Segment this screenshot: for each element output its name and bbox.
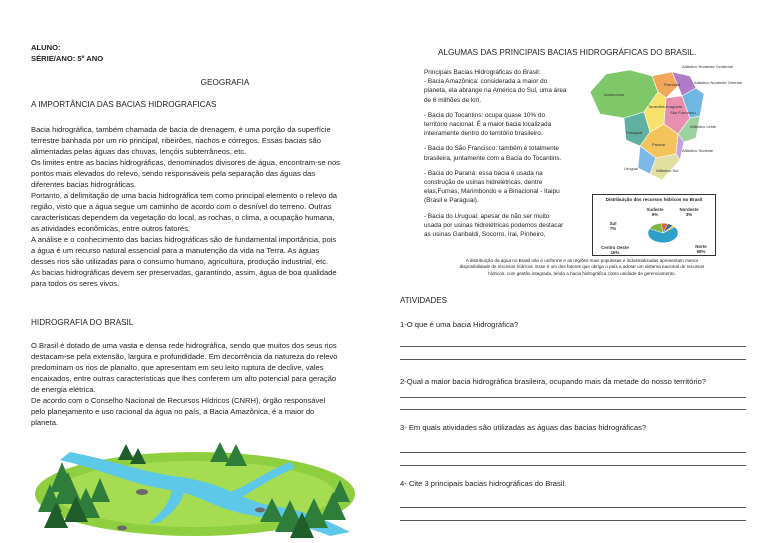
text-line: - Bacia do Uruguai: apesar de não ser muito: [424, 212, 550, 220]
text-line: características dependem da vegetação do local, as rochas, o clima, a ocupação humana,: [31, 213, 335, 222]
answer-line[interactable]: [400, 409, 746, 410]
pie-label-sul: Sul 7%: [609, 221, 617, 231]
text-line: planeta, ela abrange na América do Sul, uma área: [424, 87, 567, 95]
chart-title: Distribuição dos recursos hídricos no Brasil: [605, 197, 703, 202]
text-line: desses rios são utilizadas para o consumo humano, agricultura, produção industrial, etc.: [31, 257, 329, 266]
text-line: de energia elétrica.: [31, 385, 96, 394]
map-label-atlantico-leste: Atlântico Leste: [690, 124, 717, 129]
pie-label-norte: Norte 68%: [695, 244, 707, 254]
text-line: a água é um recurso natural essencial para a manutenção da vida na Terra. As águas: [31, 246, 320, 255]
map-label-uruguai: Uruguai: [624, 166, 639, 171]
answer-line[interactable]: [400, 397, 746, 398]
pie-chart-svg: [593, 195, 717, 257]
answer-line[interactable]: [400, 452, 746, 453]
map-label-nordeste-ocidental: Atlântico Nordeste Ocidental: [682, 64, 733, 69]
water-distribution-chart: [592, 194, 716, 256]
map-label-atlantico-sul: Atlântico Sul: [656, 168, 679, 173]
text-line: As bacias hidrográficas devem ser preservadas, garantindo, assim, água de boa qualidade: [31, 268, 337, 277]
right-page: [384, 0, 768, 543]
paragraph-importance: [31, 124, 366, 289]
text-line: Bacia hidrográfica, também chamada de bacia de drenagem, é uma porção da superfície: [31, 125, 331, 134]
question-1: 1-O que é uma bacia Hidrográfica?: [400, 320, 519, 329]
basin-tocantins: [424, 111, 589, 139]
text-line: as usinas Garibaldi, Socorro, Irai, Pinheiro,: [424, 231, 546, 239]
pie-label-nordeste: Nordeste 3%: [679, 207, 699, 217]
basins-text: [424, 68, 589, 239]
paragraph-hydrography: [31, 340, 366, 428]
text-line: brasileira, juntamente com a Bacia do Tocantins.: [424, 154, 562, 162]
text-line: as atividades econômicas, entre outros fatores.: [31, 224, 191, 233]
map-label-nordeste-oriental: Atlântico Nordeste Oriental: [694, 80, 742, 85]
grade-label: SÉRIE/ANO: 5º ANO: [31, 54, 104, 63]
text-line: planeta.: [31, 418, 59, 427]
question-4: 4- Cite 3 principais bacias hidrográficas do Brasil.: [400, 479, 567, 488]
chart-caption: [412, 258, 752, 277]
basin-sao-francisco: [424, 144, 589, 162]
answer-line[interactable]: [400, 359, 746, 360]
map-label-parnaiba: Parnaíba: [664, 82, 681, 87]
text-line: - Bacia do Tocantins: ocupa quase 10% do: [424, 111, 546, 119]
text-line: elas,Furnas, Marimbondo e a Binacional - Itaipu: [424, 188, 560, 196]
text-line: De acordo com o Conselho Nacional de Recursos Hídricos (CNRH), órgão responsável: [31, 396, 326, 405]
basin-parana: [424, 169, 589, 206]
pie-label-sudeste: Sudeste 6%: [646, 207, 664, 217]
basins-intro: Principais Bacias Hidrográficas do Brasil:: [424, 69, 541, 76]
text-line: usada por usinas hidrelétricas podemos destacar: [424, 221, 564, 229]
caption-line: A distribuição da água no Brasil não é uniforme e as regiões mais populosas e industrializadas apresentam menor: [465, 258, 699, 263]
heading-importance: A IMPORTÂNCIA DAS BACIAS HIDROGRAFICAS: [31, 100, 217, 109]
caption-line: hídricos, com gestão integrada, tendo a bacia hidrográfica como unidade de gerenciamento.: [488, 270, 676, 276]
text-line: inteiramente dentro do território brasileiro.: [424, 130, 543, 138]
basins-title: ALGUMAS DAS PRINCIPAIS BACIAS HIDROGRÁFICAS DO BRASIL.: [438, 48, 697, 57]
question-3: 3- Em quais atividades são utilizadas as águas das bacias hidrográficas?: [400, 423, 647, 432]
text-line: região, visto que a água segue um caminho de acordo com o desnível do terreno. Outras: [31, 202, 332, 211]
map-label-tocantins: Tocantins Araguaia: [648, 104, 682, 109]
text-line: diferentes bacias hidrográficas.: [31, 180, 137, 189]
basin-uruguai: [424, 212, 589, 240]
text-line: - Bacia do São Francisco: também é totalmente: [424, 145, 559, 153]
answer-line[interactable]: [400, 465, 746, 466]
text-line: A análise e o conhecimento das bacias hidrográficas são de fundamental importância, pois: [31, 235, 337, 244]
text-line: território nacional. É a maior bacia localizada: [424, 121, 552, 129]
brazil-basins-map: [586, 62, 742, 190]
text-line: destacam-se pela extensão, largura e profundidade. Em decorrência da natureza do relevo: [31, 352, 338, 361]
map-label-amazonica: Amazonica: [604, 92, 624, 97]
student-name-label: ALUNO:: [31, 43, 61, 52]
question-2: 2-Qual a maior bacia hidrográfica brasileira, ocupando mais da metade do nosso território?: [400, 377, 707, 386]
text-line: de 6 milhões de km.: [424, 96, 482, 104]
text-line: pontos mais elevados do relevo, sendo responsáveis pela separação das águas das: [31, 169, 316, 178]
text-line: terrestre banhada por um rio principal, ribeirões, riachos e córregos. Essas bacias são: [31, 136, 321, 145]
text-line: encaixados, entre outras características que lhes conferem um alto potencial para geração: [31, 374, 337, 383]
text-line: para todos os seres vivos.: [31, 279, 120, 288]
map-label-paraguai: Paraguai: [626, 130, 643, 135]
text-line: (Brasil e Paraguai).: [424, 197, 479, 205]
caption-line: disponibilidade de recursos hídricos. Esse é um dos fatores que obriga o país a adotar um sistema nacional de recursos: [459, 264, 705, 270]
text-line: - Bacia Amazônica: considerada a maior do: [424, 78, 548, 86]
text-line: Portanto, a delimitação de uma bacia hidrográfica tem como principal elemento o relevo da: [31, 191, 338, 200]
activities-title: ATIVIDADES: [400, 296, 447, 305]
heading-hydrography: HIDROGRAFIA DO BRASIL: [31, 318, 134, 327]
answer-line[interactable]: [400, 507, 746, 508]
map-label-parana: Paraná: [652, 142, 665, 147]
text-line: alimentadas pelas águas das chuvas, lençóis subterrâneos, etc.: [31, 147, 247, 156]
text-line: - Bacia do Paraná: essa bacia é usada na: [424, 169, 543, 177]
text-line: O Brasil é dotado de uma vasta e densa rede hidrográfica, sendo que muitos dos seus rios: [31, 341, 337, 350]
text-line: construção de usinas hidrelétricas, dentre: [424, 179, 543, 187]
text-line: Os limites entre as bacias hidrográficas, denominados divisores de água, encontram-se nos: [31, 158, 340, 167]
map-label-sao-francisco: São Francisco: [670, 110, 696, 115]
subject-title: GEOGRAFIA: [200, 78, 250, 87]
river-illustration: [30, 432, 360, 540]
text-line: pelo planejamento e uso racional da água no país, a Bacia Amazônica, é a maior do: [31, 407, 315, 416]
answer-line[interactable]: [400, 520, 746, 521]
answer-line[interactable]: [400, 346, 746, 347]
pie-label-centro-oeste: Centro Oeste 16%: [601, 245, 629, 255]
text-line: predominam os rios de planalto, que apresentam em seu leito ruptura de declive, vales: [31, 363, 324, 372]
basin-amazonica: [424, 77, 589, 105]
map-label-atlantico-sudeste: Atlântico Sudeste: [682, 148, 714, 153]
